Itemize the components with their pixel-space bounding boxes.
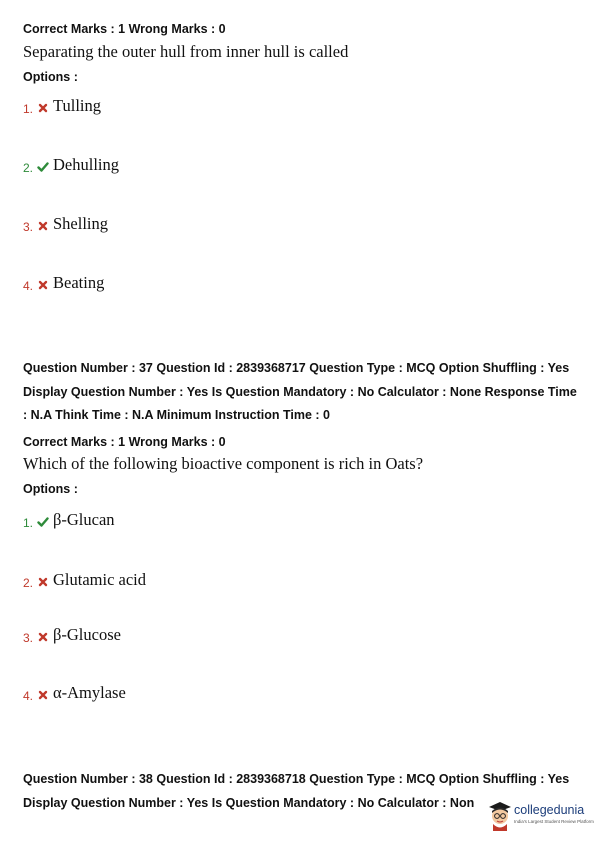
q38-meta-line-2: Display Question Number : Yes Is Question Mandatory : No Calculator : Non (23, 796, 475, 810)
option-text: α-Amylase (53, 683, 126, 702)
brand-tagline: India's Largest Student Review Platform (514, 819, 594, 824)
q37-meta-line-3: : N.A Think Time : N.A Minimum Instruction Time : 0 (23, 408, 330, 422)
cross-icon (37, 279, 49, 291)
option-number: 3. (23, 631, 34, 645)
brand-name: collegedunia (514, 803, 585, 817)
option-number: 4. (23, 689, 34, 703)
cross-icon (37, 220, 49, 232)
option-text: β-Glucose (53, 625, 121, 644)
q37-question-text: Which of the following bioactive component is rich in Oats? (23, 454, 424, 473)
option-text: Glutamic acid (53, 570, 147, 589)
q38-meta-line-1: Question Number : 38 Question Id : 2839368718 Question Type : MCQ Option Shuffling : Yes (23, 772, 570, 786)
q36-options-label: Options : (23, 70, 78, 84)
option-text: Shelling (53, 214, 109, 233)
mascot-icon (486, 797, 514, 831)
q37-meta-line-1: Question Number : 37 Question Id : 2839368717 Question Type : MCQ Option Shuffling : Yes (23, 361, 570, 375)
option-text: Tulling (53, 96, 102, 115)
cross-icon (37, 689, 49, 701)
check-icon (37, 161, 49, 173)
option-number: 1. (23, 102, 34, 116)
q37-meta-line-2: Display Question Number : Yes Is Question Mandatory : No Calculator : None Response Time (23, 385, 577, 399)
collegedunia-logo (486, 795, 594, 835)
check-icon (37, 516, 49, 528)
option-number: 1. (23, 516, 34, 530)
option-number: 3. (23, 220, 34, 234)
option-text: Dehulling (53, 155, 119, 174)
option-number: 2. (23, 161, 34, 175)
q36-marks: Correct Marks : 1 Wrong Marks : 0 (23, 22, 226, 36)
option-text: Beating (53, 273, 105, 292)
q37-options-label: Options : (23, 482, 78, 496)
q37-marks: Correct Marks : 1 Wrong Marks : 0 (23, 435, 226, 449)
option-number: 2. (23, 576, 34, 590)
cross-icon (37, 102, 49, 114)
option-number: 4. (23, 279, 34, 293)
cross-icon (37, 576, 49, 588)
option-text: β-Glucan (53, 510, 115, 529)
cross-icon (37, 631, 49, 643)
q36-question-text: Separating the outer hull from inner hull is called (23, 42, 349, 61)
